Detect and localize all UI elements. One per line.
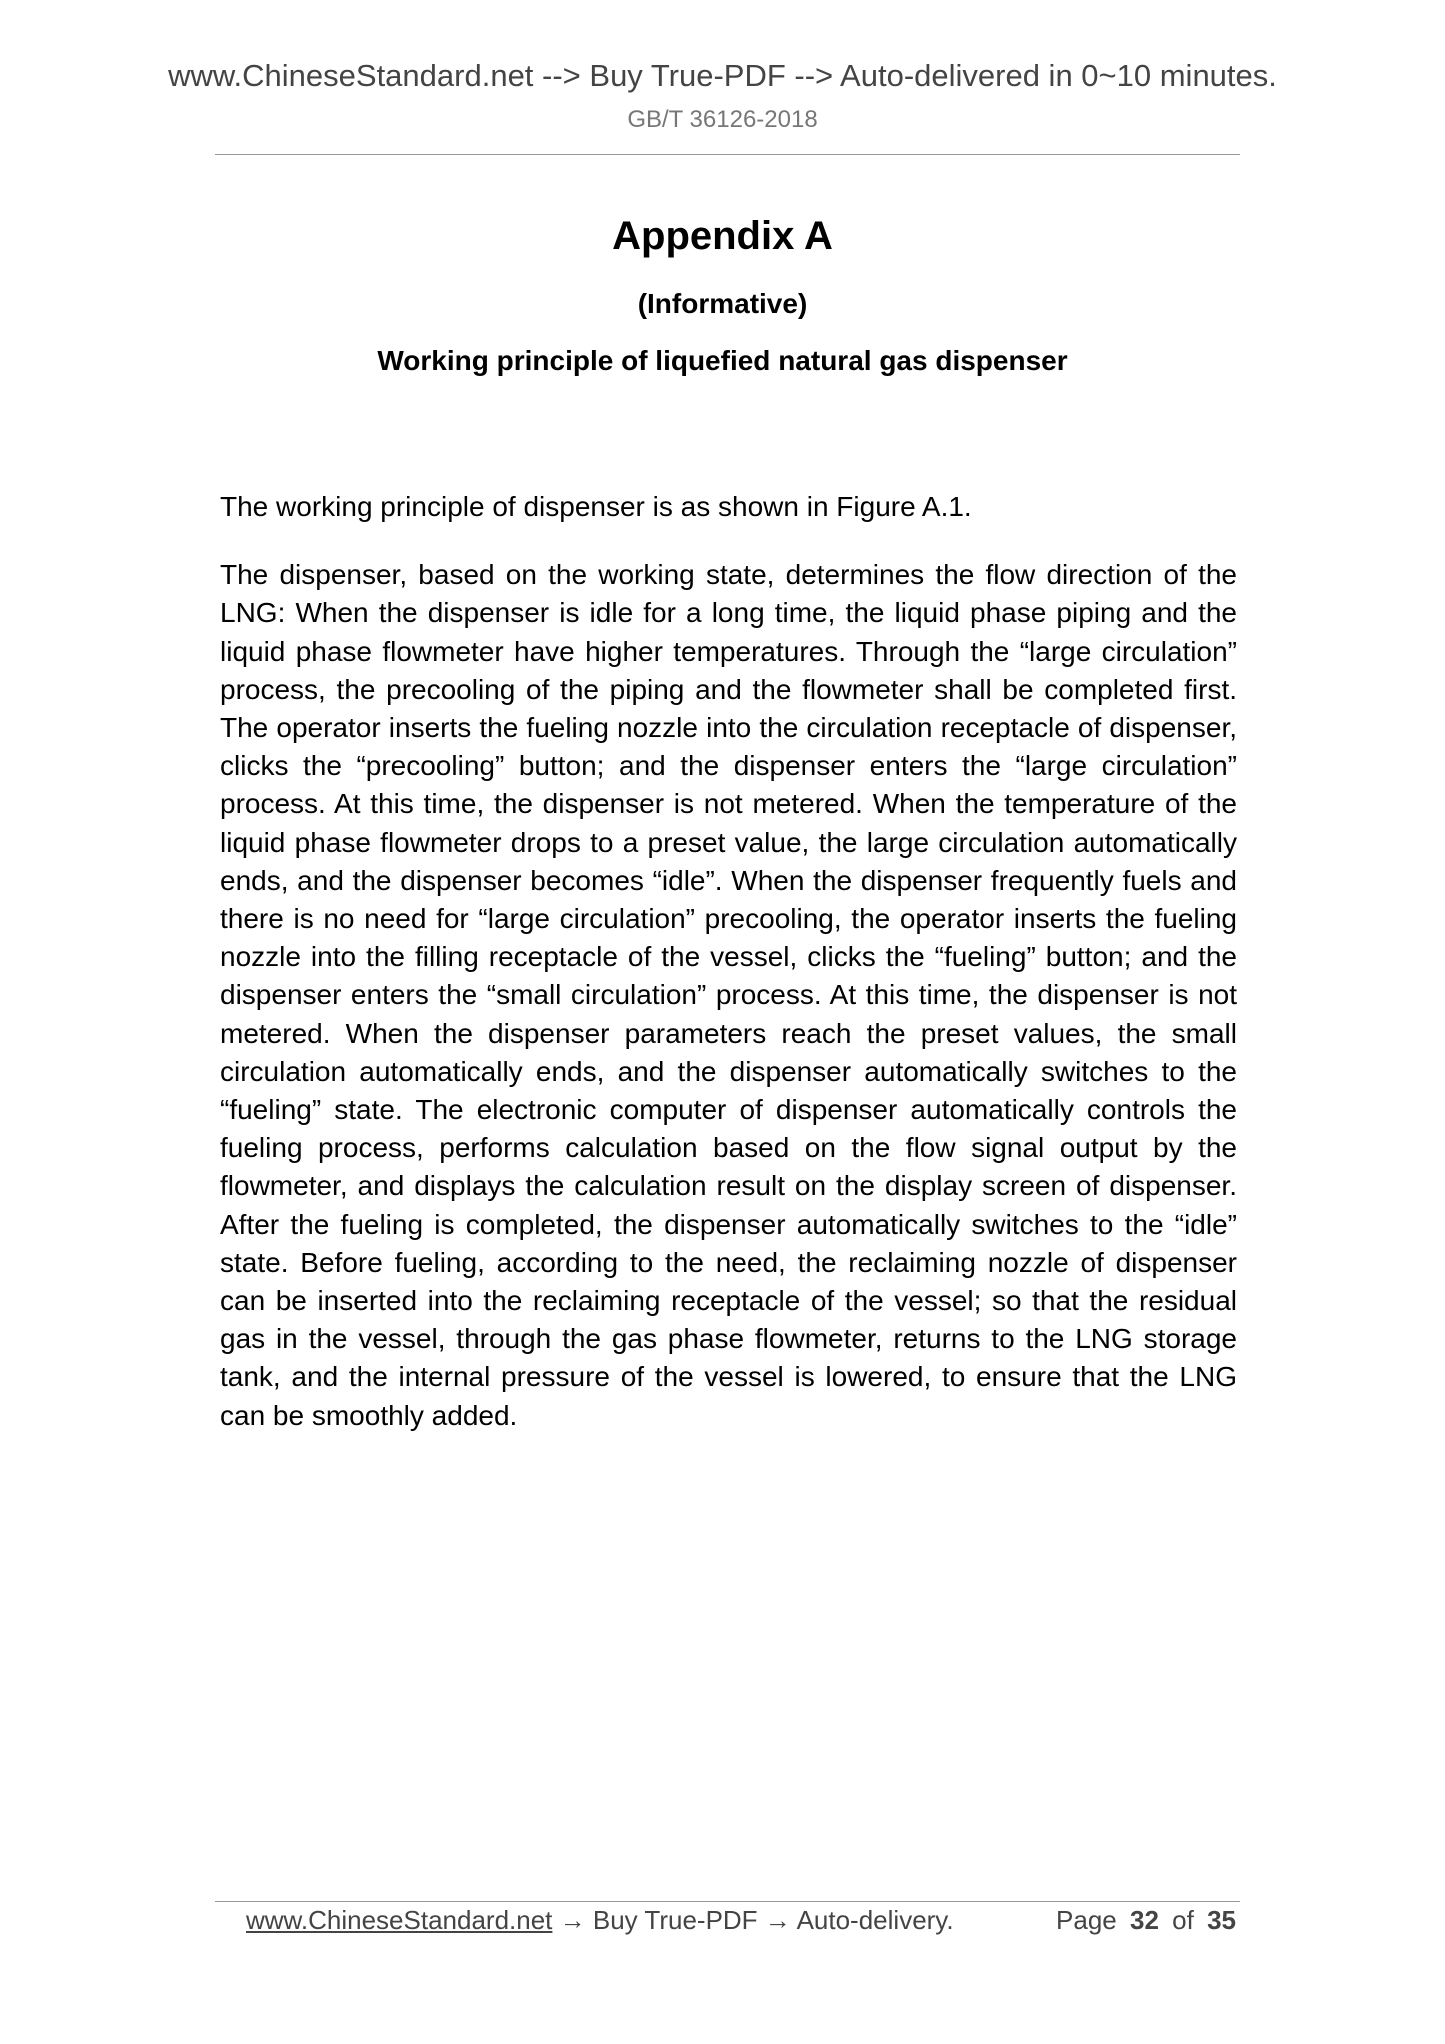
footer-text: → Buy True-PDF → Auto-delivery. <box>552 1905 954 1935</box>
footer-left <box>246 1905 954 1936</box>
footer-divider <box>215 1901 1240 1902</box>
appendix-title: Appendix A <box>612 214 833 258</box>
footer-link[interactable]: www.ChineseStandard.net <box>246 1905 553 1935</box>
document-id: GB/T 36126-2018 <box>627 106 818 133</box>
page-indicator <box>1056 1905 1236 1936</box>
page-label: Page <box>1056 1905 1117 1935</box>
body-text <box>220 488 1237 1465</box>
page-number: 32 <box>1130 1905 1159 1935</box>
paragraph: The working principle of dispenser is as shown in Figure A.1. <box>220 491 972 522</box>
paragraph: The dispenser, based on the working state, determines the flow direction of the LNG: When the dispenser is idle for a long time, the liquid phase piping and the liquid phase flowmeter have higher temperatures. Through the “large circulation” process, the precooling of the piping and the flowmeter shall be completed first. The operator inserts the fueling nozzle into the circulation receptacle of dispenser, clicks the “precooling” button; and the dispenser enters the “large circulation” process. At this time, the dispenser is not metered. When the temperature of the liquid phase flowmeter drops to a preset value, the large circulation automatically ends, and the dispenser becomes “idle”. When the dispenser frequently fuels and there is no need for “large circulation” precooling, the operator inserts the fueling nozzle into the filling receptacle of the vessel, clicks the “fueling” button; and the dispenser enters the “small circulation” process. At this time, the dispenser is not metered. When the dispenser parameters reach the preset values, the small circulation automatically ends, and the dispenser automatically switches to the “fueling” state. The electronic computer of dispenser automatically controls the fueling process, performs calculation based on the flow signal output by the flowmeter, and displays the calculation result on the display screen of dispenser. After the fueling is completed, the dispenser automatically switches to the “idle” state. Before fueling, according to the need, the reclaiming nozzle of dispenser can be inserted into the reclaiming receptacle of the vessel; so that the residual gas in the vessel, through the gas phase flowmeter, returns to the LNG storage tank, and the internal pressure of the vessel is lowered, to ensure that the LNG can be smoothly added. <box>220 559 1237 1431</box>
footer <box>246 1905 1236 1936</box>
page-total: 35 <box>1207 1905 1236 1935</box>
appendix-caption: Working principle of liquefied natural gas dispenser <box>377 345 1068 376</box>
header-divider <box>215 154 1240 155</box>
appendix-subtitle: (Informative) <box>637 288 808 319</box>
header-banner: www.ChineseStandard.net --> Buy True-PDF --> Auto-delivered in 0~10 minutes. <box>168 58 1277 93</box>
of-label: of <box>1172 1905 1194 1935</box>
